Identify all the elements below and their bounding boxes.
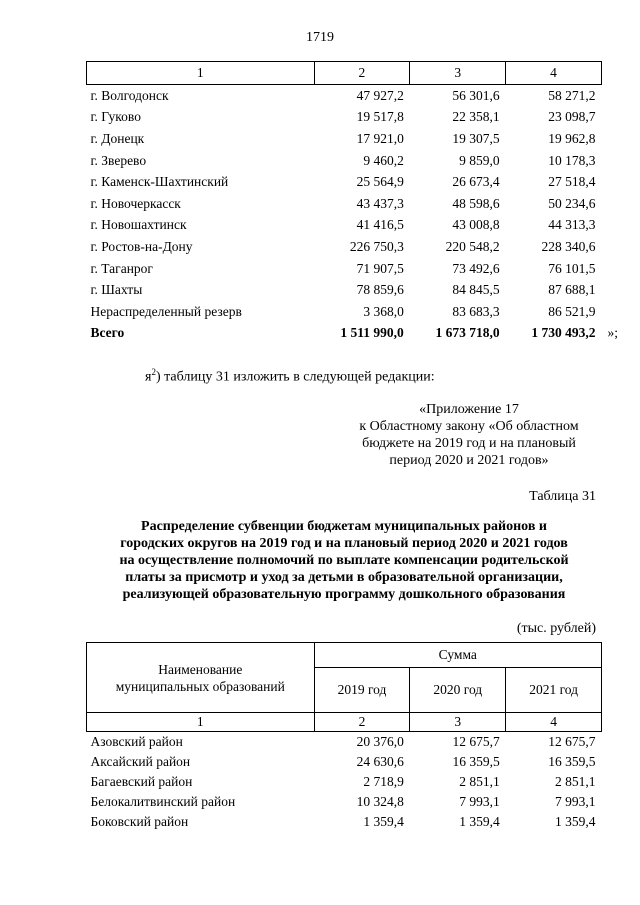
value-cell: 19 962,8: [548, 130, 596, 146]
table-row: [87, 215, 602, 237]
value-cell: 26 673,4: [452, 174, 500, 190]
appendix-line: к Областному закону «Об областном: [359, 419, 579, 434]
row-name-cell: г. Каменск-Шахтинский: [90, 174, 229, 190]
value-cell: 16 359,5: [452, 754, 500, 769]
year-header-2019: 2019 год: [314, 668, 410, 713]
value-cell: 83 683,3: [452, 303, 500, 319]
table-row: [87, 236, 602, 258]
table-row: [87, 812, 602, 832]
appendix-line: «Приложение 17: [419, 402, 519, 417]
value-cell: 58 271,2: [548, 87, 596, 103]
value-cell: 44 313,3: [548, 217, 596, 233]
table-row: [87, 150, 602, 172]
value-cell: 19 307,5: [452, 130, 500, 146]
value-cell: 3 368,0: [363, 303, 404, 319]
value-cell: 220 548,2: [445, 238, 500, 254]
row-name-cell: г. Новочеркасск: [90, 195, 181, 211]
value-cell: 41 416,5: [356, 217, 404, 233]
value-cell: 1 359,4: [555, 814, 596, 829]
value-cell: 10 324,8: [356, 794, 404, 809]
value-cell: 1 359,4: [363, 814, 404, 829]
value-cell: 27 518,4: [548, 174, 596, 190]
table-row: [87, 258, 602, 280]
value-cell: 1 359,4: [459, 814, 500, 829]
year-header-2021: 2021 год: [506, 668, 602, 713]
header-line: Наименование: [158, 661, 243, 677]
total-value-cell: 1 511 990,0: [340, 325, 404, 341]
value-cell: 78 859,6: [356, 282, 404, 298]
total-value-cell: 1 673 718,0: [435, 325, 500, 341]
title-line: городских округов на 2019 год и на плановый период 2020 и 2021 годов: [120, 536, 568, 551]
value-cell: 84 845,5: [452, 282, 500, 298]
table-row: [87, 792, 602, 812]
title-line: Распределение субвенции бюджетам муниципальных районов и: [141, 519, 547, 534]
appendix-line: бюджете на 2019 год и на плановый: [362, 436, 576, 451]
value-cell: 7 993,1: [555, 794, 596, 809]
row-name-cell: г. Зверево: [90, 152, 147, 168]
table-row: [87, 193, 602, 215]
closing-quote-mark: »;: [607, 325, 619, 341]
amendment-instruction: [145, 367, 435, 386]
value-cell: 12 675,7: [452, 734, 500, 749]
row-name-cell: г. Шахты: [90, 282, 143, 298]
value-cell: 22 358,1: [452, 109, 500, 125]
row-name-cell: г. Волгодонск: [90, 87, 169, 103]
table-row: [87, 171, 602, 193]
value-cell: 20 376,0: [356, 734, 404, 749]
table-row: [87, 301, 602, 323]
value-cell: 9 859,0: [459, 152, 500, 168]
table-header-row: [87, 62, 602, 85]
total-label: Всего: [90, 325, 125, 341]
sum-column-header: Сумма: [314, 643, 601, 668]
value-cell: 24 630,6: [356, 754, 404, 769]
value-cell: 87 688,1: [548, 282, 596, 298]
row-name-cell: г. Донецк: [90, 130, 145, 146]
row-name-cell: г. Таганрог: [90, 260, 153, 276]
value-cell: 23 098,7: [548, 109, 596, 125]
value-cell: 76 101,5: [548, 260, 596, 276]
instruction-text: ) таблицу 31 изложить в следующей редакции:: [155, 369, 435, 385]
table-row: [87, 752, 602, 772]
column-number-3: 3: [410, 62, 506, 85]
table-row: [87, 732, 602, 753]
column-number-1: 1: [87, 62, 315, 85]
title-line: на осуществление полномочий по выплате компенсации родительской: [119, 553, 569, 568]
value-cell: 12 675,7: [548, 734, 596, 749]
column-number-3: 3: [410, 713, 506, 732]
value-cell: 56 301,6: [452, 87, 500, 103]
value-cell: 10 178,3: [548, 152, 596, 168]
appendix-reference: [340, 401, 598, 469]
table-row: [87, 128, 602, 150]
column-number-2: 2: [314, 713, 410, 732]
table-row: [87, 772, 602, 792]
value-cell: 17 921,0: [356, 130, 404, 146]
value-cell: 19 517,8: [356, 109, 404, 125]
budget-table-continued: [86, 61, 619, 344]
value-cell: 2 851,1: [459, 774, 500, 789]
table-row: [87, 279, 602, 301]
value-cell: 25 564,9: [356, 174, 404, 190]
value-cell: 86 521,9: [548, 303, 596, 319]
row-name-cell: Аксайский район: [90, 754, 191, 769]
column-number-4: 4: [506, 713, 602, 732]
table-row: [87, 85, 602, 107]
value-cell: 43 437,3: [356, 195, 404, 211]
value-cell: 71 907,5: [356, 260, 404, 276]
value-cell: 73 492,6: [452, 260, 500, 276]
row-name-cell: Багаевский район: [90, 774, 193, 789]
title-line: платы за присмотр и уход за детьми в образовательной организации,: [125, 570, 563, 585]
value-cell: 50 234,6: [548, 195, 596, 211]
column-number-4: 4: [506, 62, 602, 85]
column-number-2: 2: [314, 62, 410, 85]
table-title: [86, 518, 602, 603]
municipality-column-header: [87, 643, 315, 713]
table-row: [87, 107, 602, 129]
row-name-cell: г. Новошахтинск: [90, 217, 187, 233]
total-value: 1 730 493,2: [531, 325, 596, 341]
value-cell: 43 008,8: [452, 217, 500, 233]
year-header-2020: 2020 год: [410, 668, 506, 713]
total-value-cell: [506, 323, 619, 345]
row-name-cell: Азовский район: [90, 734, 183, 749]
row-name-cell: Нераспределенный резерв: [90, 303, 242, 319]
appendix-line: период 2020 и 2021 годов»: [389, 453, 549, 468]
value-cell: 48 598,6: [452, 195, 500, 211]
value-cell: 228 340,6: [541, 238, 596, 254]
value-cell: 9 460,2: [363, 152, 404, 168]
value-cell: 2 718,9: [363, 774, 404, 789]
value-cell: 226 750,3: [349, 238, 404, 254]
row-name-cell: Боковский район: [90, 814, 189, 829]
row-name-cell: г. Ростов-на-Дону: [90, 238, 193, 254]
value-cell: 2 851,1: [555, 774, 596, 789]
subvention-table: [86, 642, 602, 832]
instruction-prefix: я: [145, 369, 152, 385]
value-cell: 47 927,2: [356, 87, 404, 103]
instruction-superscript: 2: [151, 367, 156, 377]
value-cell: 7 993,1: [459, 794, 500, 809]
header-line: муниципальных образований: [115, 678, 285, 694]
row-name-cell: г. Гуково: [90, 109, 141, 125]
page-number: 1719: [306, 30, 334, 45]
total-row: [87, 323, 602, 345]
column-number-1: 1: [87, 713, 315, 732]
units-label: (тыс. рублей): [516, 621, 596, 636]
table-number-label: Таблица 31: [529, 489, 596, 504]
row-name-cell: Белокалитвинский район: [90, 794, 236, 809]
value-cell: 16 359,5: [548, 754, 596, 769]
title-line: реализующей образовательную программу дошкольного образования: [122, 587, 566, 602]
